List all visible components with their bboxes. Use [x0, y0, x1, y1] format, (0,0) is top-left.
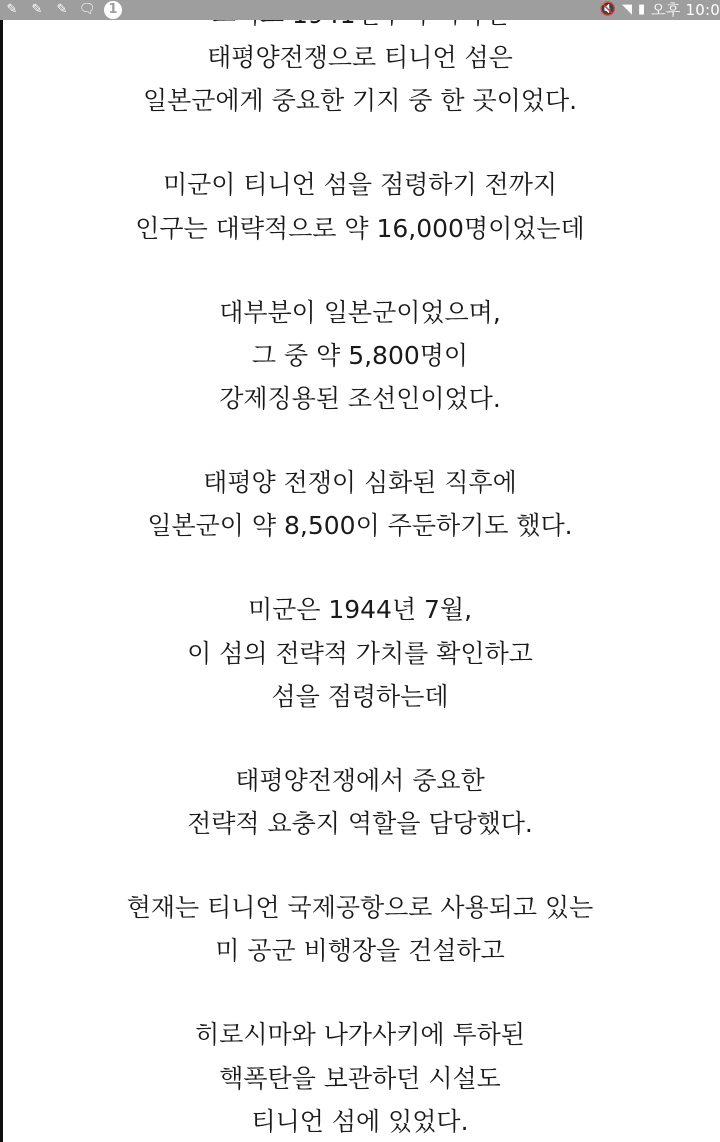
article-line: 태평양 전쟁이 심화된 직후에: [203, 468, 517, 497]
screen-left-edge: [0, 20, 3, 1142]
article-line: 강제징용된 조선인이었다.: [219, 384, 501, 413]
article-line: 핵폭탄을 보관하던 시설도: [219, 1064, 501, 1093]
article-line: 그 중 약 5,800명이: [251, 341, 469, 370]
status-time: 오후 10:0: [651, 1, 720, 19]
mute-icon: 🔇: [599, 2, 616, 17]
article-line: 히로시마와 나가사키에 투하된: [195, 1020, 525, 1049]
article-line: 현재는 티니언 국제공항으로 사용되고 있는: [126, 893, 594, 922]
notification-count-badge: 1: [104, 1, 122, 19]
article-line: 티니언 섬에 있었다.: [251, 1107, 469, 1136]
brush-icon: ✎: [31, 2, 43, 17]
article-line: 섬을 점령하는데: [271, 682, 449, 711]
article-line: 일본군에게 중요한 기지 중 한 곳이었다.: [142, 86, 578, 115]
system-status: [600, 0, 720, 20]
brush-icon: ✎: [6, 2, 18, 17]
wifi-icon: ◥: [622, 2, 632, 17]
notification-icons: [4, 0, 122, 20]
article-line: 대부분이 일본군이었으며,: [219, 298, 501, 327]
article-line: 인구는 대략적으로 약 16,000명이었는데: [135, 214, 585, 243]
article-line: 미군이 티니언 섬을 점령하기 전까지: [162, 170, 558, 199]
article-line: 미군은 1944년 7월,: [247, 595, 473, 624]
brush-icon: ✎: [56, 2, 68, 17]
article-line: 일본군이 약 8,500이 주둔하기도 했다.: [147, 511, 573, 540]
article-line: 이 섬의 전략적 가치를 확인하고: [187, 639, 533, 668]
chat-icon: 🗨: [79, 2, 96, 17]
article-line: 태평양전쟁에서 중요한: [235, 766, 485, 795]
battery-icon: ▮: [638, 2, 646, 17]
status-bar: [0, 0, 720, 20]
article-line: 태평양전쟁으로 티니언 섬은: [207, 43, 513, 72]
article-line: 전략적 요충지 역할을 담당했다.: [187, 809, 533, 838]
article-line: 미 공군 비행장을 건설하고: [215, 936, 505, 965]
